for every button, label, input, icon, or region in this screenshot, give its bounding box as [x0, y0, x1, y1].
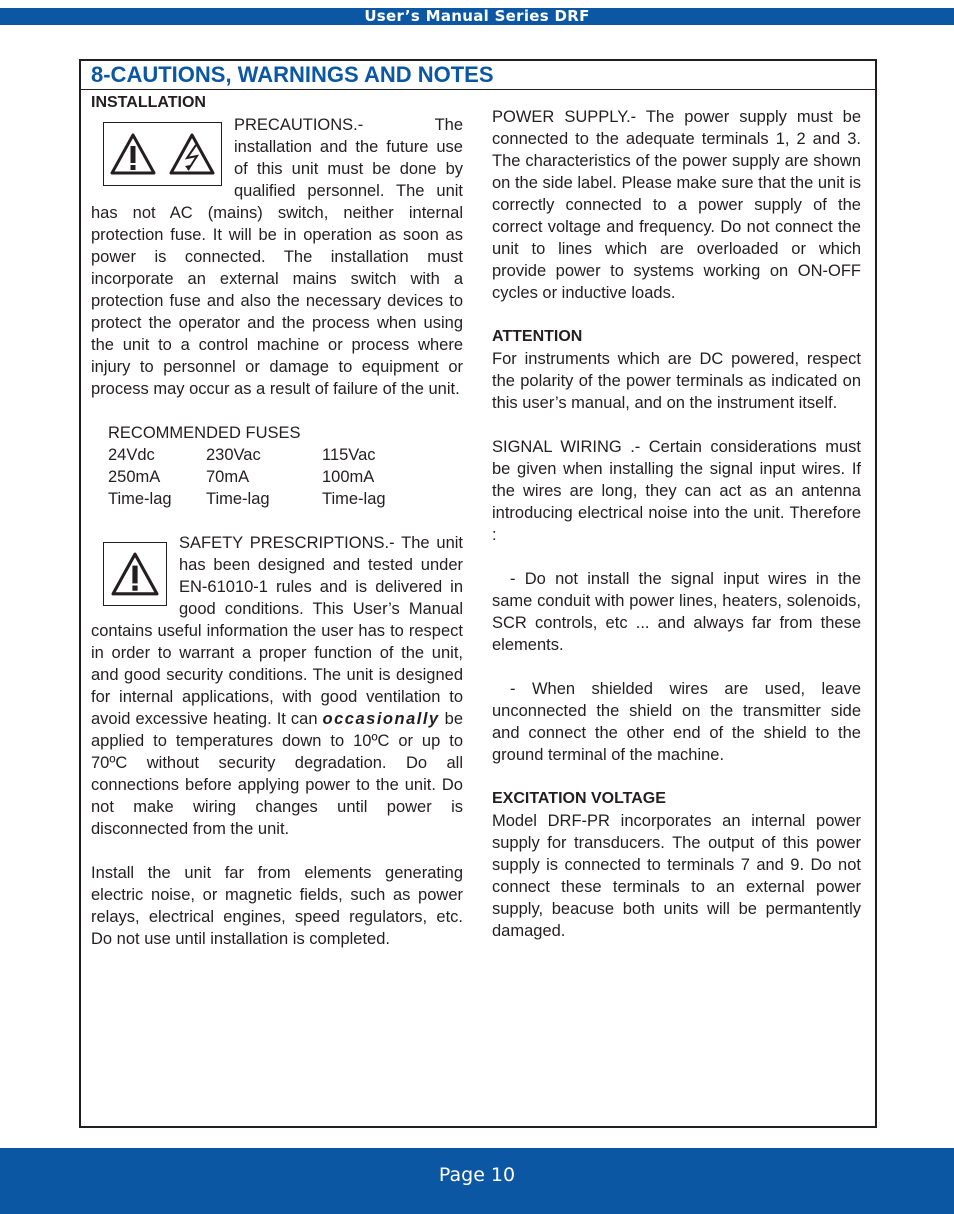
fuse-cell: Time-lag: [108, 490, 172, 508]
install-far-paragraph: Install the unit far from elements generating electric noise, or magnetic fields, such as power relays, electrical engines, speed regulators, etc. Do not use until installation is completed.: [91, 864, 463, 948]
header-bar: [0, 8, 954, 25]
fuse-row: [108, 444, 463, 466]
fuse-row: [108, 466, 463, 488]
safety-paragraph: [91, 532, 463, 840]
fuse-cell: Time-lag: [206, 490, 270, 508]
fuses-title: RECOMMENDED FUSES: [108, 424, 301, 442]
fuse-row: [108, 488, 463, 510]
fuse-cell: Time-lag: [322, 490, 386, 508]
safety-emphasis: occasionally: [322, 710, 440, 728]
safety-text-before: The unit has been designed and tested under EN-61010-1 rules and is delivered in good conditions. This User’s Manual contains useful information the user has to respect in order to warrant a proper function of the unit, and good security conditions. The unit is designed for internal applications, with good ventilation to avoid excessive heating. It can: [91, 534, 463, 728]
page-number: Page 10: [438, 1164, 516, 1186]
right-column: [492, 106, 861, 942]
precautions-text: The installation and the future use of this unit must be done by qualified personnel. The unit has not AC (mains) switch, neither internal protection fuse. It will be in operation as soon as power is connected. The installation must incorporate an external mains switch with a protection fuse and also the necessary devices to protect the operator and the process when using the unit to a control machine or process where injury to personnel or damage to equipment or process may occur as a result of failure of the unit.: [91, 116, 463, 398]
caution-triangle-icon: [110, 551, 160, 597]
power-supply-paragraph: POWER SUPPLY.- The power supply must be connected to the adequate terminals 1, 2 and 3. The characteristics of the power supply are shown on the side label. Please make sure that the unit is correctly connected to a power supply of the correct voltage and frequency. Do not connect the unit to lines which are overloaded or which provide power to systems working on ON-OFF cycles or inductive loads.: [492, 108, 861, 302]
precautions-lead: PRECAUTIONS.-: [234, 116, 364, 134]
electric-shock-triangle-icon: [169, 132, 215, 176]
fuse-cell: 100mA: [322, 468, 375, 486]
caution-triangle-icon: [110, 132, 156, 176]
attention-heading: ATTENTION: [492, 328, 583, 345]
warning-icons-box: [103, 122, 222, 186]
safety-text-after: be applied to temperatures down to 10ºC or up to 70ºC without security degradation. Do all connections before applying power to the unit. Do not make wiring changes until power is disconnected from the unit.: [91, 710, 463, 838]
signal-wiring-paragraph: SIGNAL WIRING .- Certain considerations must be given when installing the signal input wires. If the wires are long, they can act as an antenna introducing electrical noise into the unit. Therefore :: [492, 438, 861, 544]
content-frame: [79, 59, 877, 1128]
recommended-fuses: [91, 422, 463, 510]
excitation-heading: EXCITATION VOLTAGE: [492, 790, 666, 807]
installation-heading: INSTALLATION: [91, 94, 206, 111]
fuse-cell: 70mA: [206, 468, 250, 486]
fuse-cell: 250mA: [108, 468, 161, 486]
fuse-cell: 230Vac: [206, 446, 261, 464]
manual-title: User’s Manual Series DRF: [364, 7, 590, 25]
precautions-paragraph: [91, 114, 463, 400]
caution-icon-box: [103, 542, 167, 606]
footer-bar: [0, 1148, 954, 1214]
safety-lead: SAFETY PRESCRIPTIONS.-: [179, 534, 395, 552]
attention-paragraph: For instruments which are DC powered, respect the polarity of the power terminals as indicated on this user’s manual, and on the instrument itself.: [492, 350, 861, 412]
fuse-cell: 115Vac: [322, 446, 376, 464]
bullet-item: - When shielded wires are used, leave unconnected the shield on the transmitter side and connect the other end of the shield to the ground terminal of the machine.: [492, 680, 861, 764]
excitation-paragraph: Model DRF-PR incorporates an internal power supply for transducers. The output of this power supply is connected to terminals 7 and 9. Do not connect these terminals to an external power supply, beacuse both units will be permantently damaged.: [492, 812, 861, 940]
section-title: 8-CAUTIONS, WARNINGS AND NOTES: [91, 62, 494, 87]
section-heading-row: [81, 61, 875, 90]
left-column: [91, 92, 463, 950]
fuse-cell: 24Vdc: [108, 446, 155, 464]
bullet-item: - Do not install the signal input wires in the same conduit with power lines, heaters, solenoids, SCR controls, etc ... and always far from these elements.: [492, 570, 861, 654]
